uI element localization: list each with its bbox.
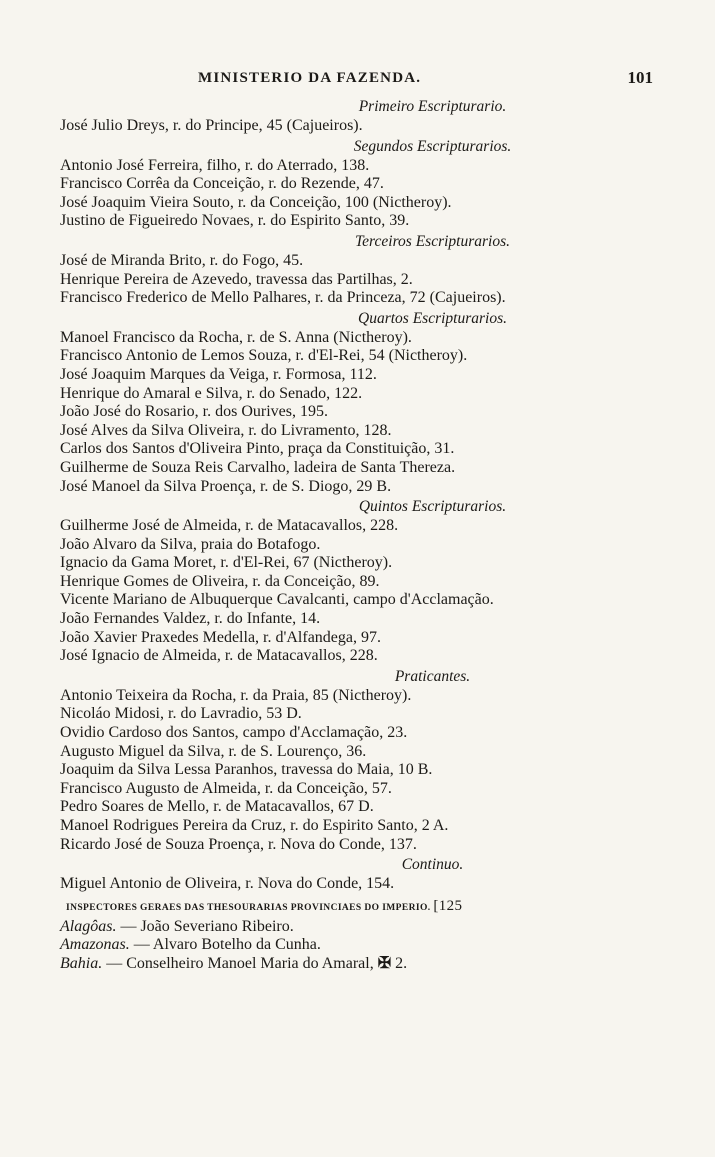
directory-entry: Antonio Teixeira da Rocha, r. da Praia, 85 (Nictheroy). bbox=[60, 686, 412, 704]
directory-listing bbox=[60, 96, 655, 894]
directory-entry: José Manoel da Silva Proença, r. de S. Diogo, 29 B. bbox=[60, 477, 392, 495]
section-title: Continuo. bbox=[401, 856, 464, 874]
directory-entry: José Joaquim Marques da Veiga, r. Formosa, 112. bbox=[60, 365, 377, 383]
directory-entry: Carlos dos Santos d'Oliveira Pinto, praça da Constituição, 31. bbox=[60, 440, 455, 458]
directory-entry: Joaquim da Silva Lessa Paranhos, travessa do Maia, 10 B. bbox=[60, 761, 433, 779]
inspectors-heading-text: INSPECTORES GERAES DAS THESOURARIAS PROVINCIAES DO IMPERIO. bbox=[66, 902, 431, 913]
directory-entry: Francisco Frederico de Mello Palhares, r. da Princeza, 72 (Cajueiros). bbox=[60, 289, 506, 307]
inspector-name: — Conselheiro Manoel Maria do Amaral, bbox=[106, 954, 374, 972]
directory-entry: José Alves da Silva Oliveira, r. do Livramento, 128. bbox=[60, 421, 392, 439]
page-number: 101 bbox=[627, 68, 653, 87]
section-title: Segundos Escripturarios. bbox=[353, 137, 512, 155]
directory-entry: Ricardo José de Souza Proença, r. Nova do Conde, 137. bbox=[60, 835, 417, 853]
inspectors-list bbox=[60, 918, 655, 974]
inspectors-heading bbox=[60, 896, 655, 918]
inspectors-heading-number: [125 bbox=[433, 897, 463, 914]
directory-entry: Francisco Antonio de Lemos Souza, r. d'El-Rei, 54 (Nictheroy). bbox=[60, 347, 468, 365]
directory-entry: Pedro Soares de Mello, r. de Matacavallos, 67 D. bbox=[60, 798, 374, 816]
directory-entry: Ovidio Cardoso dos Santos, campo d'Acclamação, 23. bbox=[60, 724, 408, 742]
section-title: Terceiros Escripturarios. bbox=[354, 232, 510, 250]
directory-entry: João Fernandes Valdez, r. do Infante, 14. bbox=[60, 610, 321, 628]
directory-entry: Vicente Mariano de Albuquerque Cavalcanti, campo d'Acclamação. bbox=[60, 591, 494, 609]
order-cross-icon: ✠ bbox=[377, 954, 392, 972]
directory-entry: Henrique Gomes de Oliveira, r. da Conceição, 89. bbox=[60, 572, 380, 590]
directory-entry: Justino de Figueiredo Novaes, r. do Espirito Santo, 39. bbox=[60, 212, 410, 230]
directory-entry: Manoel Rodrigues Pereira da Cruz, r. do Espirito Santo, 2 A. bbox=[60, 817, 449, 834]
directory-entry: Nicoláo Midosi, r. do Lavradio, 53 D. bbox=[60, 705, 302, 723]
directory-entry: João José do Rosario, r. dos Ourives, 195. bbox=[60, 403, 328, 421]
inspector-name: — Alvaro Botelho da Cunha. bbox=[133, 936, 321, 954]
directory-entry: Henrique do Amaral e Silva, r. do Senado, 122. bbox=[60, 384, 363, 402]
inspector-entry bbox=[60, 936, 655, 955]
inspector-entry bbox=[60, 918, 655, 937]
section-title: Quartos Escripturarios. bbox=[358, 309, 507, 327]
directory-entry: Miguel Antonio de Oliveira, r. Nova do Conde, 154. bbox=[60, 875, 395, 893]
directory-entry: José Julio Dreys, r. do Principe, 45 (Cajueiros). bbox=[60, 117, 363, 134]
directory-entry: Augusto Miguel da Silva, r. de S. Lourenço, 36. bbox=[60, 742, 367, 760]
inspector-name: — João Severiano Ribeiro. bbox=[120, 917, 294, 935]
directory-entry: Henrique Pereira de Azevedo, travessa das Partilhas, 2. bbox=[60, 270, 413, 288]
document-page bbox=[60, 70, 655, 974]
running-title: MINISTERIO DA FAZENDA. bbox=[198, 70, 422, 86]
page-header bbox=[60, 70, 655, 96]
section-title: Praticantes. bbox=[394, 667, 471, 685]
province-name: Bahia. bbox=[60, 954, 103, 972]
inspector-suffix: 2. bbox=[391, 954, 408, 972]
directory-entry: João Xavier Praxedes Medella, r. d'Alfandega, 97. bbox=[60, 628, 381, 646]
directory-entry: João Alvaro da Silva, praia do Botafogo. bbox=[60, 535, 321, 553]
directory-entry: Francisco Augusto de Almeida, r. da Conceição, 57. bbox=[60, 779, 392, 797]
directory-entry: Ignacio da Gama Moret, r. d'El-Rei, 67 (Nictheroy). bbox=[60, 554, 393, 572]
province-name: Alagôas. bbox=[60, 917, 117, 935]
directory-entry: Antonio José Ferreira, filho, r. do Aterrado, 138. bbox=[60, 156, 370, 174]
section-title: Quintos Escripturarios. bbox=[358, 498, 507, 516]
directory-entry: José de Miranda Brito, r. do Fogo, 45. bbox=[60, 251, 304, 269]
directory-entry: José Ignacio de Almeida, r. de Matacavallos, 228. bbox=[60, 647, 378, 665]
directory-entry: Guilherme de Souza Reis Carvalho, ladeira de Santa Thereza. bbox=[60, 458, 456, 476]
directory-entry: Francisco Corrêa da Conceição, r. do Rezende, 47. bbox=[60, 175, 384, 193]
inspector-entry bbox=[60, 955, 655, 974]
directory-entry: Manoel Francisco da Rocha, r. de S. Anna (Nictheroy). bbox=[60, 328, 412, 346]
directory-entry: José Joaquim Vieira Souto, r. da Conceição, 100 (Nictheroy). bbox=[60, 193, 452, 211]
section-title: Primeiro Escripturario. bbox=[358, 98, 507, 115]
province-name: Amazonas. bbox=[60, 936, 130, 954]
directory-entry: Guilherme José de Almeida, r. de Matacavallos, 228. bbox=[60, 517, 399, 535]
